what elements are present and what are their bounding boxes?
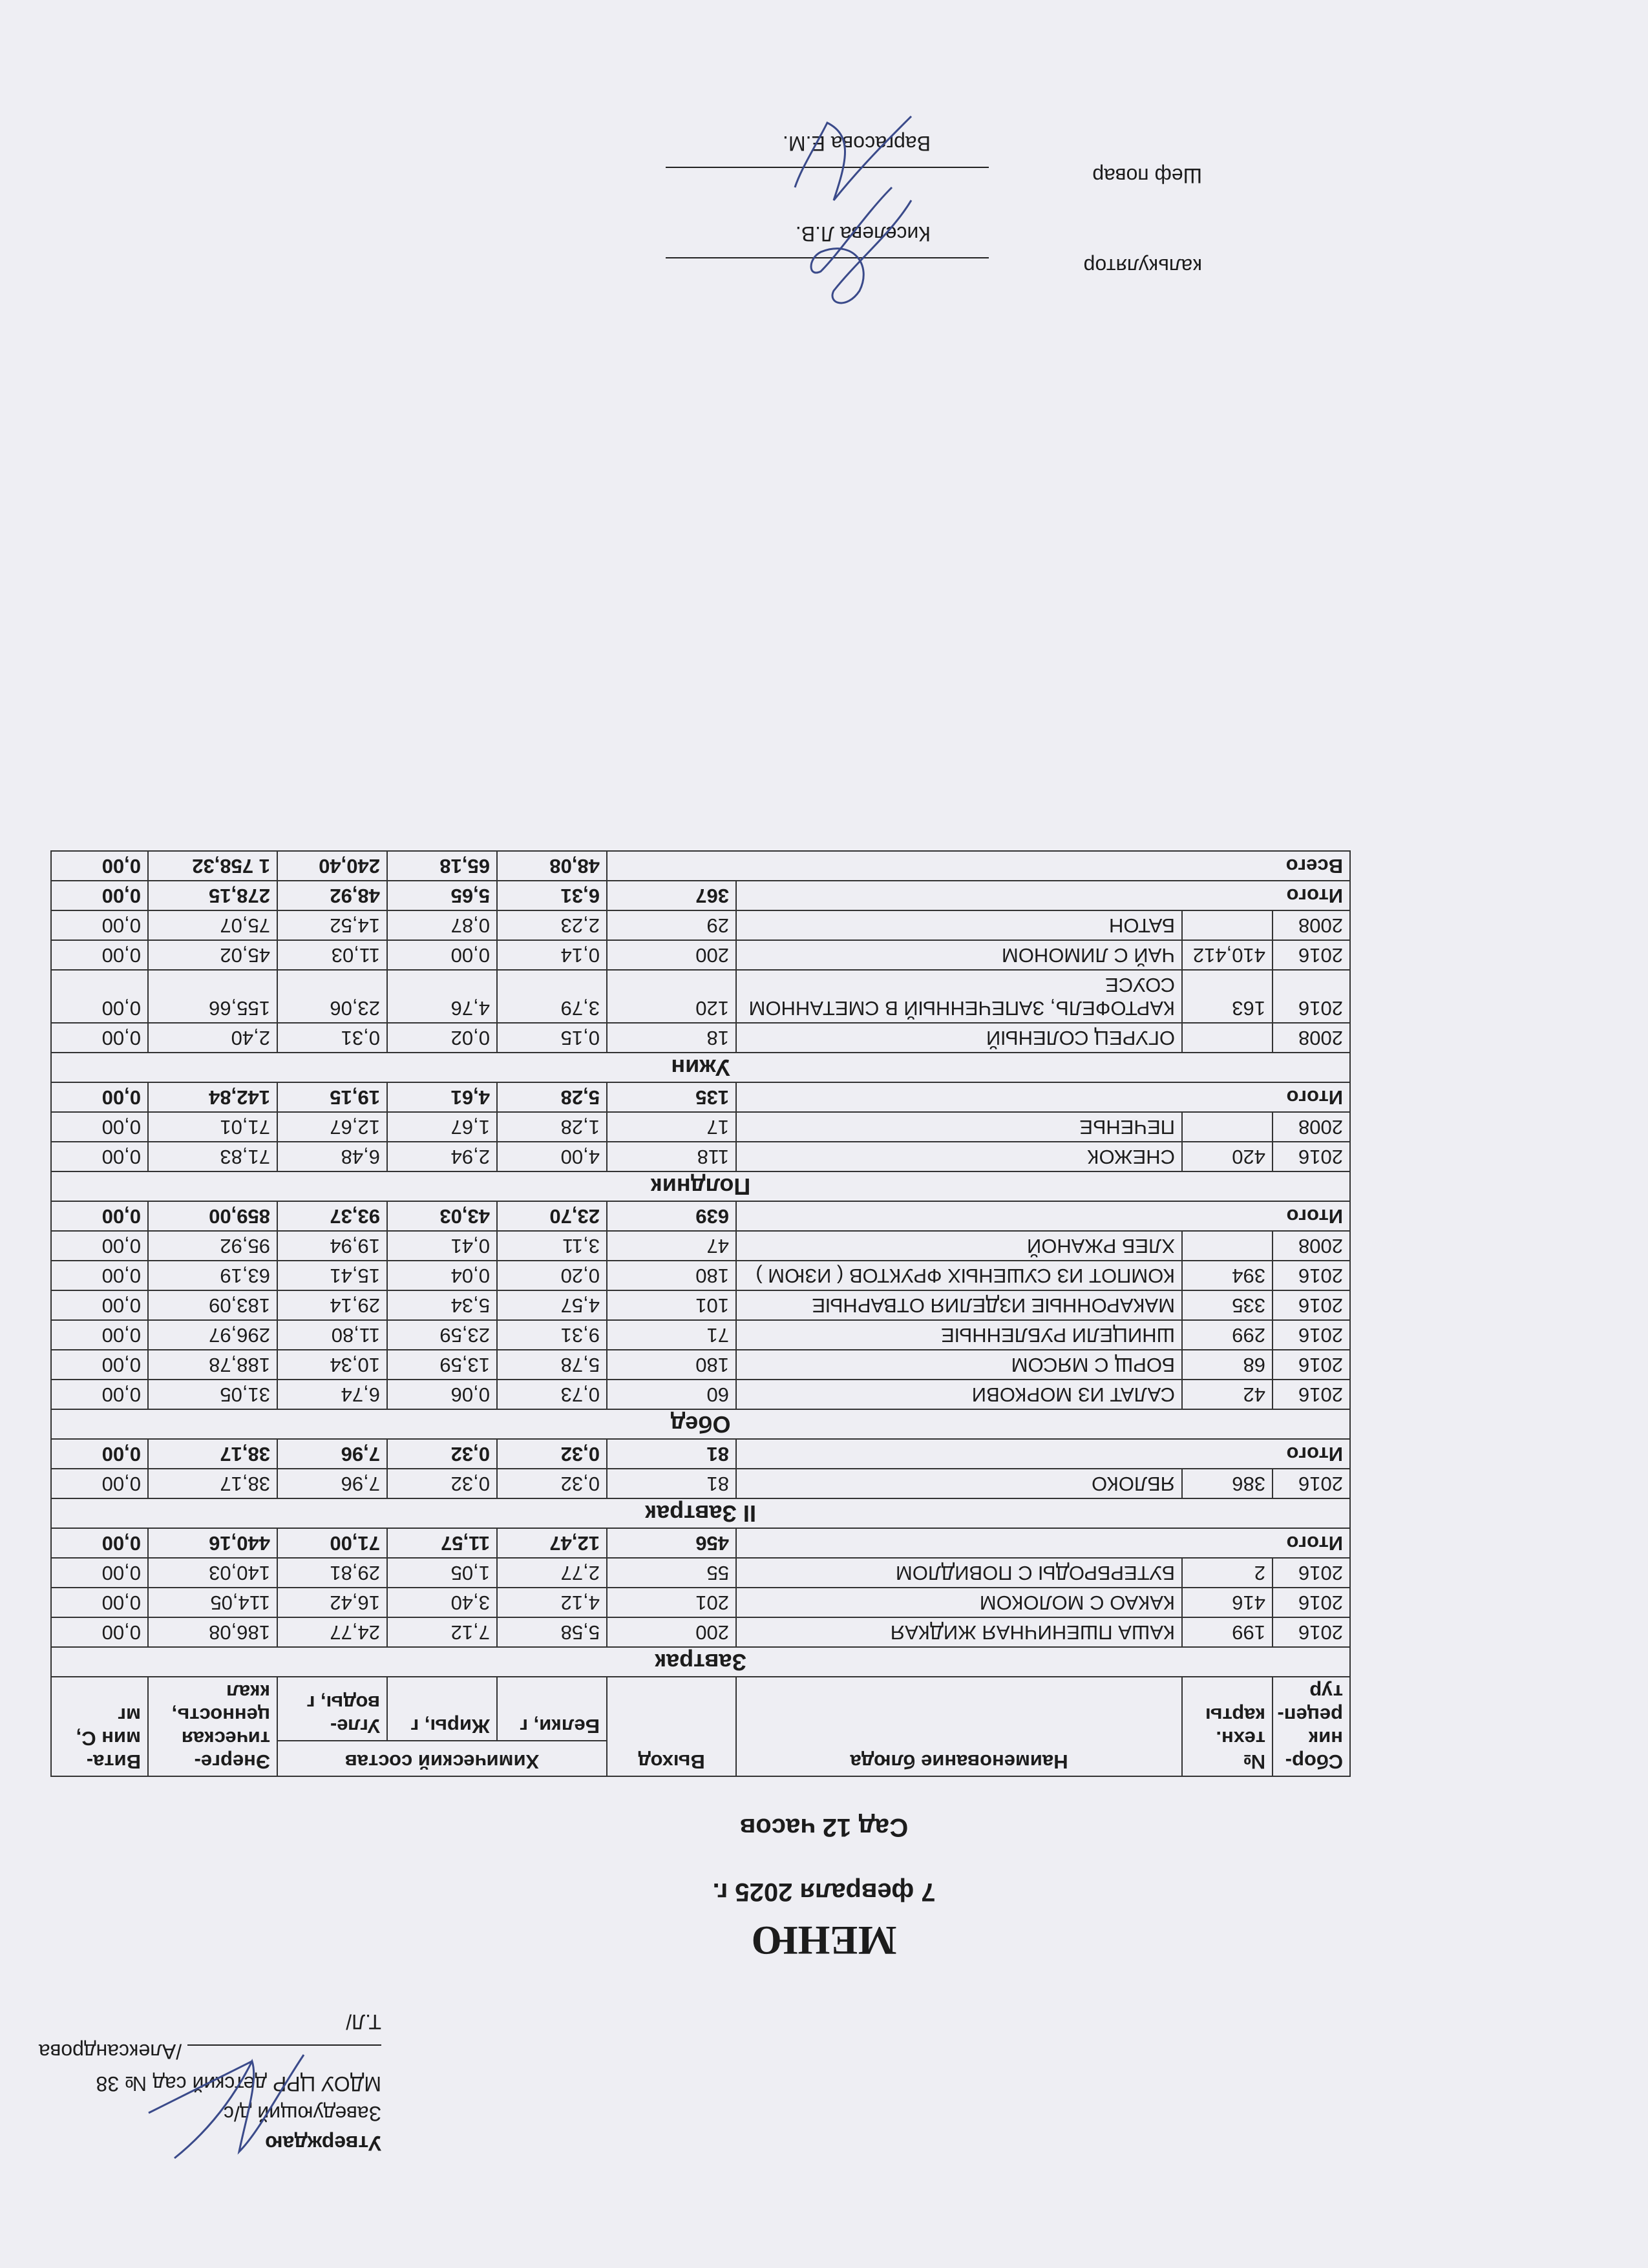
cell: 135 (607, 1082, 736, 1112)
cell: 416 (1182, 1588, 1273, 1617)
cell: 5,58 (497, 1617, 607, 1647)
cell: 0,00 (51, 1469, 148, 1498)
cell: СНЕЖОК (736, 1142, 1182, 1171)
cell: МАКАРОННЫЕ ИЗДЕЛИЯ ОТВАРНЫЕ (736, 1290, 1182, 1320)
cell: САЛАТ ИЗ МОРКОВИ (736, 1380, 1182, 1409)
table-row (51, 1588, 1350, 1617)
cell: 180 (607, 1261, 736, 1290)
cell (1182, 910, 1273, 940)
cell: 101 (607, 1290, 736, 1320)
cell: 31,05 (148, 1380, 277, 1409)
total-row (51, 881, 1350, 910)
director-signature (123, 2042, 317, 2171)
cell: 200 (607, 940, 736, 970)
cell: 0,06 (387, 1380, 497, 1409)
cell: 2016 (1273, 1320, 1350, 1350)
cell: 394 (1182, 1261, 1273, 1290)
cell: 14,52 (277, 910, 387, 940)
approval-organization: МДОУ ЦРР детский сад № 38 (96, 2072, 381, 2095)
table-row (51, 940, 1350, 970)
cell: 43,03 (387, 1201, 497, 1231)
approval-block (19, 2007, 381, 2158)
signature-block (556, 123, 1202, 304)
cell: 63,19 (148, 1261, 277, 1290)
table-row (51, 1290, 1350, 1320)
cell: ОГУРЕЦ СОЛЕНЫЙ (736, 1023, 1182, 1053)
cell: 9,31 (497, 1320, 607, 1350)
cell: 0,73 (497, 1380, 607, 1409)
cell: 2008 (1273, 1112, 1350, 1142)
cell: 0,00 (51, 1112, 148, 1142)
cell: 183,09 (148, 1290, 277, 1320)
cell: 11,03 (277, 940, 387, 970)
table-row (51, 1617, 1350, 1647)
col-energy: Энерге-тическая ценность, ккал (148, 1677, 277, 1776)
cell: 2008 (1273, 1023, 1350, 1053)
cell: 1,05 (387, 1558, 497, 1588)
cell: 0,00 (51, 1617, 148, 1647)
cell: 2008 (1273, 910, 1350, 940)
grand-total-row (51, 851, 1350, 881)
total-label: Итого (736, 881, 1350, 910)
cell: 6,74 (277, 1380, 387, 1409)
cell: 180 (607, 1350, 736, 1380)
cell: 71,83 (148, 1142, 277, 1171)
cell: 23,06 (277, 970, 387, 1023)
cell: 0,00 (51, 1082, 148, 1112)
section-header (51, 1498, 1350, 1528)
cell: 0,31 (277, 1023, 387, 1053)
cell: 29,14 (277, 1290, 387, 1320)
cell: 0,00 (51, 1350, 148, 1380)
total-row (51, 1439, 1350, 1469)
section-header (51, 1647, 1350, 1677)
cell: 6,48 (277, 1142, 387, 1171)
cell: 48,92 (277, 881, 387, 910)
cell: 0,00 (51, 1023, 148, 1053)
cell: 19,94 (277, 1231, 387, 1261)
cell: 2,23 (497, 910, 607, 940)
cell: 38,17 (148, 1439, 277, 1469)
cell: 410,412 (1182, 940, 1273, 970)
cell: 0,02 (387, 1023, 497, 1053)
cell: 2,77 (497, 1558, 607, 1588)
cell: 0,32 (387, 1439, 497, 1469)
cell: 29,81 (277, 1558, 387, 1588)
col-chemical-composition: Химический состав (277, 1741, 607, 1776)
cell: 71 (607, 1320, 736, 1350)
cell: КОМПОТ ИЗ СУШЕНЫХ ФРУКТОВ ( ИЗЮМ ) (736, 1261, 1182, 1290)
cell: 19,15 (277, 1082, 387, 1112)
cell: 0,00 (51, 1201, 148, 1231)
cell: 201 (607, 1588, 736, 1617)
cell: 10,34 (277, 1350, 387, 1380)
cell: 0,00 (51, 940, 148, 970)
col-collection: Сбор-ник рецеп-тур (1273, 1677, 1350, 1776)
table-row (51, 1350, 1350, 1380)
section-header (51, 1409, 1350, 1439)
cell: 18 (607, 1023, 736, 1053)
cell (1182, 1023, 1273, 1053)
section-title: Ужин (51, 1053, 1350, 1082)
col-yield: Выход (607, 1677, 736, 1776)
cell: 7,12 (387, 1617, 497, 1647)
cell: 0,00 (51, 881, 148, 910)
col-proteins: Белки, г (497, 1677, 607, 1741)
cell: 17 (607, 1112, 736, 1142)
approval-name: /Александрова Т.Л/ (38, 2010, 381, 2063)
cell: 95,92 (148, 1231, 277, 1261)
cell: 0,32 (497, 1469, 607, 1498)
cell: 81 (607, 1439, 736, 1469)
section-title: Обед (51, 1409, 1350, 1439)
cell: 200 (607, 1617, 736, 1647)
cell: БУТЕРБРОДЫ С ПОВИДЛОМ (736, 1558, 1182, 1588)
cell: 142,84 (148, 1082, 277, 1112)
cell: 0,00 (51, 1142, 148, 1171)
cell: 23,70 (497, 1201, 607, 1231)
cell: 456 (607, 1528, 736, 1558)
table-row (51, 1320, 1350, 1350)
cell: 335 (1182, 1290, 1273, 1320)
chef-signature (782, 97, 924, 226)
cell: 199 (1182, 1617, 1273, 1647)
cell: 38,17 (148, 1469, 277, 1498)
table-row (51, 1469, 1350, 1498)
cell: КАША ПШЕНИЧНАЯ ЖИДКАЯ (736, 1617, 1182, 1647)
cell: 118 (607, 1142, 736, 1171)
cell: 188,78 (148, 1350, 277, 1380)
menu-date: 7 февраля 2025 г. (712, 1878, 936, 1906)
cell: 0,00 (51, 1320, 148, 1350)
cell: 23,59 (387, 1320, 497, 1350)
table-row (51, 1261, 1350, 1290)
cell: 2 (1182, 1558, 1273, 1588)
cell: 12,67 (277, 1112, 387, 1142)
calculator-role: калькулятор (1083, 255, 1202, 278)
grand-total-label: Всего (607, 851, 1350, 881)
cell: 440,16 (148, 1528, 277, 1558)
table-row (51, 970, 1350, 1023)
cell: БАТОН (736, 910, 1182, 940)
cell: 120 (607, 970, 736, 1023)
cell: 4,57 (497, 1290, 607, 1320)
cell: 0,32 (387, 1469, 497, 1498)
cell: 367 (607, 881, 736, 910)
table-row (51, 1231, 1350, 1261)
cell: 1,28 (497, 1112, 607, 1142)
cell: 155,66 (148, 970, 277, 1023)
cell: 5,78 (497, 1350, 607, 1380)
cell: 48,08 (497, 851, 607, 881)
cell: 2016 (1273, 1261, 1350, 1290)
table-row (51, 1142, 1350, 1171)
cell: 24,77 (277, 1617, 387, 1647)
table-row (51, 1023, 1350, 1053)
cell: 93,37 (277, 1201, 387, 1231)
cell: ЧАЙ С ЛИМОНОМ (736, 940, 1182, 970)
cell: 55 (607, 1558, 736, 1588)
cell: 639 (607, 1201, 736, 1231)
cell: 0,00 (51, 1261, 148, 1290)
chef-role: Шеф повар (1092, 164, 1202, 187)
cell: 0,04 (387, 1261, 497, 1290)
cell: 2,40 (148, 1023, 277, 1053)
total-label: Итого (736, 1201, 1350, 1231)
cell: 186,08 (148, 1617, 277, 1647)
chef-name: Варгасова Е.М. (783, 132, 931, 155)
cell: 240,40 (277, 851, 387, 881)
cell: ШНИЦЕЛИ РУБЛЕННЫЕ (736, 1320, 1182, 1350)
total-label: Итого (736, 1439, 1350, 1469)
cell: 60 (607, 1380, 736, 1409)
cell: 2016 (1273, 1469, 1350, 1498)
cell: 0,15 (497, 1023, 607, 1053)
cell: 0,14 (497, 940, 607, 970)
cell: 0,00 (51, 1380, 148, 1409)
section-title: II Завтрак (51, 1498, 1350, 1528)
page-title: МЕНЮ (751, 1918, 897, 1964)
cell: ХЛЕБ РЖАНОЙ (736, 1231, 1182, 1261)
group-name: Сад 12 часов (739, 1813, 909, 1842)
cell: 2016 (1273, 970, 1350, 1023)
cell: 0,32 (497, 1439, 607, 1469)
cell: 81 (607, 1469, 736, 1498)
cell: 4,00 (497, 1142, 607, 1171)
col-vitamin-c: Вита-мин С, мг (51, 1677, 148, 1776)
cell: 2016 (1273, 1558, 1350, 1588)
calculator-name: Киселева Л.В. (795, 222, 931, 246)
cell: 140,03 (148, 1558, 277, 1588)
section-header (51, 1171, 1350, 1201)
cell: 2016 (1273, 1617, 1350, 1647)
cell: 7,96 (277, 1469, 387, 1498)
cell: 15,41 (277, 1261, 387, 1290)
cell: 47 (607, 1231, 736, 1261)
cell: 0,00 (51, 1439, 148, 1469)
cell: 278,15 (148, 881, 277, 910)
total-label: Итого (736, 1082, 1350, 1112)
cell: 7,96 (277, 1439, 387, 1469)
cell: 5,65 (387, 881, 497, 910)
cell: 65,18 (387, 851, 497, 881)
cell: 299 (1182, 1320, 1273, 1350)
col-fats: Жиры, г (387, 1677, 497, 1741)
col-card-number: № техн. карты (1182, 1677, 1273, 1776)
cell: 16,42 (277, 1588, 387, 1617)
cell: 75,07 (148, 910, 277, 940)
cell: 4,12 (497, 1588, 607, 1617)
cell: 2008 (1273, 1231, 1350, 1261)
cell: 114,05 (148, 1588, 277, 1617)
cell: 2016 (1273, 1588, 1350, 1617)
cell: 0,00 (387, 940, 497, 970)
col-dish: Наименование блюда (736, 1677, 1182, 1776)
cell: 71,01 (148, 1112, 277, 1142)
total-row (51, 1528, 1350, 1558)
cell: 2016 (1273, 1350, 1350, 1380)
table-header (51, 1677, 1350, 1776)
cell: БОРЩ С МЯСОМ (736, 1350, 1182, 1380)
table-row (51, 910, 1350, 940)
cell: 13,59 (387, 1350, 497, 1380)
cell: 5,28 (497, 1082, 607, 1112)
cell: 3,11 (497, 1231, 607, 1261)
cell: 4,76 (387, 970, 497, 1023)
cell (1182, 1112, 1273, 1142)
cell: 12,47 (497, 1528, 607, 1558)
total-label: Итого (736, 1528, 1350, 1558)
cell: 11,80 (277, 1320, 387, 1350)
cell: 0,00 (51, 1588, 148, 1617)
table-row (51, 1112, 1350, 1142)
menu-table (50, 850, 1351, 1777)
cell: 1,67 (387, 1112, 497, 1142)
cell: 71,00 (277, 1528, 387, 1558)
cell (1182, 1231, 1273, 1261)
cell: 5,34 (387, 1290, 497, 1320)
approval-title: Утверждаю (265, 2132, 381, 2155)
cell: 0,00 (51, 851, 148, 881)
cell: 420 (1182, 1142, 1273, 1171)
cell: 0,87 (387, 910, 497, 940)
table-row (51, 1380, 1350, 1409)
cell: 2016 (1273, 1380, 1350, 1409)
cell: 859,00 (148, 1201, 277, 1231)
section-title: Полдник (51, 1171, 1350, 1201)
cell: 0,00 (51, 1231, 148, 1261)
cell: 6,31 (497, 881, 607, 910)
total-row (51, 1201, 1350, 1231)
table-row (51, 1558, 1350, 1588)
cell: 296,97 (148, 1320, 277, 1350)
cell: 163 (1182, 970, 1273, 1023)
approval-position: Заведующий д/с (223, 2102, 381, 2125)
cell: 0,00 (51, 1558, 148, 1588)
cell: КАКАО С МОЛОКОМ (736, 1588, 1182, 1617)
cell: 0,41 (387, 1231, 497, 1261)
cell: 29 (607, 910, 736, 940)
cell: 68 (1182, 1350, 1273, 1380)
cell: 2016 (1273, 1290, 1350, 1320)
cell: 1 758,32 (148, 851, 277, 881)
cell: 0,00 (51, 970, 148, 1023)
cell: 3,79 (497, 970, 607, 1023)
section-title: Завтрак (51, 1647, 1350, 1677)
section-header (51, 1053, 1350, 1082)
total-row (51, 1082, 1350, 1112)
cell: 4,61 (387, 1082, 497, 1112)
cell: 45,02 (148, 940, 277, 970)
cell: 386 (1182, 1469, 1273, 1498)
cell: 2016 (1273, 940, 1350, 970)
cell: 0,00 (51, 910, 148, 940)
cell: ПЕЧЕНЬЕ (736, 1112, 1182, 1142)
cell: 2016 (1273, 1142, 1350, 1171)
cell: 3,40 (387, 1588, 497, 1617)
cell: КАРТОФЕЛЬ, ЗАПЕЧЕННЫЙ В СМЕТАННОМ СОУСЕ (736, 970, 1182, 1023)
col-carbs: Угле-воды, г (277, 1677, 387, 1741)
cell: 0,20 (497, 1261, 607, 1290)
cell: 0,00 (51, 1528, 148, 1558)
cell: 42 (1182, 1380, 1273, 1409)
cell: 2,94 (387, 1142, 497, 1171)
cell: ЯБЛОКО (736, 1469, 1182, 1498)
cell: 0,00 (51, 1290, 148, 1320)
cell: 11,57 (387, 1528, 497, 1558)
